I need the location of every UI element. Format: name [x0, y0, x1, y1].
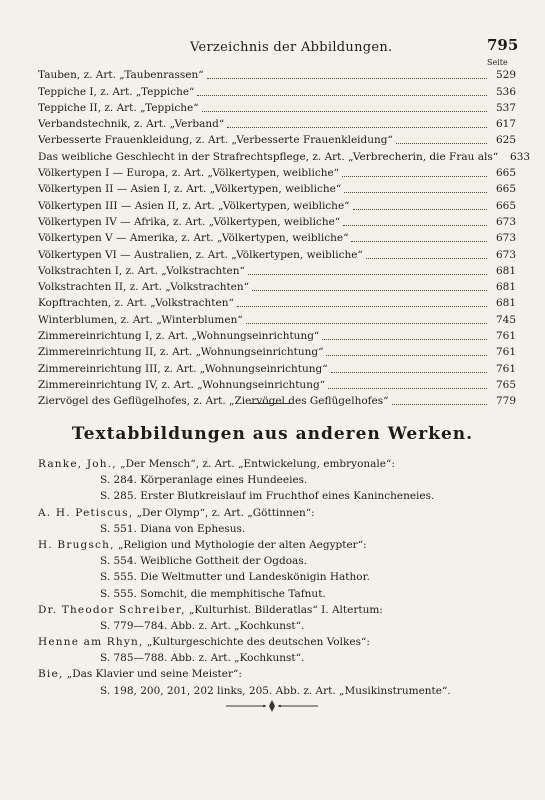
- leader-dots: [366, 257, 487, 259]
- source-work-heading: [38, 456, 508, 472]
- plate-entry: [38, 196, 516, 212]
- plate-page-number: 537: [495, 101, 516, 114]
- figure-reference: [38, 569, 508, 585]
- plate-title: Zimmereinrichtung I, z. Art. „Wohnungseinrichtung“: [38, 330, 320, 343]
- author-name: A. H. Petiscus,: [38, 506, 134, 519]
- running-head: Verzeichnis der Abbildungen.: [190, 40, 393, 55]
- work-text: S. 551. Diana von Ephesus.: [100, 522, 246, 535]
- work-text: S. 785—788. Abb. z. Art. „Kochkunst“.: [100, 652, 305, 665]
- author-name: Ranke, Joh.,: [38, 458, 117, 470]
- plate-page-number: 673: [495, 215, 516, 228]
- plate-entry: [38, 99, 516, 115]
- plate-title: Verbandstechnik, z. Art. „Verband“: [38, 118, 225, 131]
- plate-page-number: 761: [495, 362, 516, 375]
- leader-dots: [246, 322, 487, 324]
- figure-reference: [38, 650, 508, 666]
- plate-entry: [38, 376, 516, 392]
- plate-entry: [38, 327, 516, 343]
- work-text: „Religion und Mythologie der alten Aegypter“:: [114, 538, 367, 551]
- plate-title: Zimmereinrichtung IV, z. Art. „Wohnungseinrichtung“: [38, 378, 326, 391]
- plate-page-number: 617: [495, 118, 516, 131]
- column-label-seite: Seite: [487, 58, 508, 67]
- plate-entry: [38, 164, 516, 180]
- plate-title: Tauben, z. Art. „Taubenrassen“: [38, 69, 204, 82]
- plate-entry: [38, 359, 516, 375]
- plate-title: Völkertypen IV — Afrika, z. Art. „Völkertypen, weibliche“: [38, 215, 341, 228]
- plate-entry: [38, 310, 516, 326]
- plate-entry: [38, 392, 516, 408]
- figure-reference: [38, 683, 508, 699]
- leader-dots: [353, 208, 487, 210]
- plate-title: Ziervögel des Geflügelhofes, z. Art. „Ziervögel des Geflügelhofes“: [38, 395, 389, 408]
- leader-dots: [227, 126, 487, 128]
- plate-title: Völkertypen VI — Australien, z. Art. „Völkertypen, weibliche“: [38, 248, 363, 261]
- plate-page-number: 625: [495, 134, 516, 147]
- plate-title: Das weibliche Geschlecht in der Strafrechtspflege, z. Art. „Verbrecherin, die Frau als“: [38, 150, 499, 163]
- work-text: S. 779—784. Abb. z. Art. „Kochkunst“.: [100, 619, 305, 632]
- plate-title: Volkstrachten I, z. Art. „Volkstrachten“: [38, 264, 245, 277]
- plate-page-number: 529: [495, 69, 516, 82]
- leader-dots: [322, 338, 487, 340]
- leader-dots: [237, 305, 487, 307]
- leader-dots: [197, 94, 487, 96]
- work-text: S. 555. Die Weltmutter und Landeskönigin Hathor.: [100, 571, 370, 584]
- plate-title: Kopftrachten, z. Art. „Volkstrachten“: [38, 297, 234, 310]
- leader-dots: [202, 110, 487, 112]
- leader-dots: [342, 175, 487, 177]
- figure-reference: [38, 472, 508, 488]
- plate-entry: [38, 82, 516, 98]
- plate-page-number: 765: [495, 378, 516, 391]
- leader-dots: [248, 273, 487, 275]
- source-work-heading: [38, 505, 508, 521]
- source-work-heading: [38, 602, 508, 618]
- section-divider: [250, 403, 292, 404]
- plate-page-number: 761: [495, 346, 516, 359]
- plate-title: Völkertypen II — Asien I, z. Art. „Völkertypen, weibliche“: [38, 183, 342, 196]
- plate-title: Völkertypen I — Europa, z. Art. „Völkertypen, weibliche“: [38, 167, 340, 180]
- plate-page-number: 665: [495, 199, 516, 212]
- figure-reference: [38, 553, 508, 569]
- plate-page-number: 536: [495, 85, 516, 98]
- plate-title: Teppiche II, z. Art. „Teppiche“: [38, 101, 199, 114]
- plate-title: Verbesserte Frauenkleidung, z. Art. „Verbesserte Frauenkleidung“: [38, 134, 393, 147]
- plate-page-number: 745: [495, 313, 516, 326]
- plate-page-number: 681: [495, 297, 516, 310]
- leader-dots: [344, 191, 487, 193]
- work-text: „Kulturhist. Bilderatlas“ I. Altertum:: [185, 603, 383, 616]
- figure-reference: [38, 521, 508, 537]
- plate-entry: [38, 262, 516, 278]
- leader-dots: [343, 224, 487, 226]
- work-text: „Der Mensch“, z. Art. „Entwickelung, embryonale“:: [116, 458, 395, 470]
- leader-dots: [331, 371, 487, 373]
- plate-entry: [38, 66, 516, 82]
- plate-title: Zimmereinrichtung II, z. Art. „Wohnungseinrichtung“: [38, 346, 324, 359]
- plate-page-number: 665: [495, 183, 516, 196]
- source-work-heading: [38, 634, 508, 650]
- source-work-heading: [38, 666, 508, 682]
- plate-entry: [38, 115, 516, 131]
- work-text: „Das Klavier und seine Meister“:: [63, 668, 242, 681]
- plate-entry: [38, 245, 516, 261]
- plate-page-number: 761: [495, 330, 516, 343]
- works-list: [38, 456, 508, 699]
- author-name: Dr. Theodor Schreiber,: [38, 603, 186, 616]
- leader-dots: [392, 403, 487, 405]
- plate-entry: [38, 180, 516, 196]
- plate-title: Völkertypen V — Amerika, z. Art. „Völkertypen, weibliche“: [38, 232, 349, 245]
- plate-title: Zimmereinrichtung III, z. Art. „Wohnungseinrichtung“: [38, 362, 328, 375]
- leader-dots: [207, 77, 487, 79]
- plate-page-number: 633: [510, 150, 531, 163]
- plates-list: [38, 66, 531, 408]
- work-text: S. 555. Somchit, die memphitische Tafnut.: [100, 587, 326, 600]
- plate-page-number: 673: [495, 232, 516, 245]
- work-text: „Der Olymp“, z. Art. „Göttinnen“:: [133, 506, 315, 519]
- work-text: S. 285. Erster Blutkreislauf im Fruchthof eines Kanincheneies.: [100, 490, 435, 503]
- plate-title: Völkertypen III — Asien II, z. Art. „Völkertypen, weibliche“: [38, 199, 350, 212]
- plate-entry: [38, 147, 531, 163]
- figure-reference: [38, 618, 508, 634]
- leader-dots: [351, 240, 487, 242]
- ornament-icon: [226, 699, 318, 713]
- page-number: 795: [487, 36, 519, 54]
- plate-page-number: 665: [495, 167, 516, 180]
- work-text: „Kulturgeschichte des deutschen Volkes“:: [143, 636, 370, 649]
- author-name: H. Brugsch,: [38, 538, 115, 551]
- plate-page-number: 673: [495, 248, 516, 261]
- plate-entry: [38, 343, 516, 359]
- source-work-heading: [38, 537, 508, 553]
- plate-title: Volkstrachten II, z. Art. „Volkstrachten“: [38, 281, 250, 294]
- plate-entry: [38, 131, 516, 147]
- leader-dots: [326, 354, 487, 356]
- leader-dots: [396, 142, 487, 144]
- author-name: Bie,: [38, 668, 64, 681]
- figure-reference: [38, 488, 508, 504]
- plate-title: Teppiche I, z. Art. „Teppiche“: [38, 85, 195, 98]
- plate-title: Winterblumen, z. Art. „Winterblumen“: [38, 313, 243, 326]
- plate-entry: [38, 229, 516, 245]
- author-name: Henne am Rhyn,: [38, 636, 144, 649]
- plate-page-number: 779: [495, 395, 516, 408]
- plate-page-number: 681: [495, 281, 516, 294]
- leader-dots: [252, 289, 487, 291]
- plate-page-number: 681: [495, 264, 516, 277]
- plate-entry: [38, 213, 516, 229]
- work-text: S. 554. Weibliche Gottheit der Ogdoas.: [100, 555, 308, 568]
- work-text: S. 284. Körperanlage eines Hundeeies.: [100, 474, 308, 487]
- figure-reference: [38, 586, 508, 602]
- section-title: Textabbildungen aus anderen Werken.: [71, 424, 474, 444]
- plate-entry: [38, 278, 516, 294]
- plate-entry: [38, 294, 516, 310]
- work-text: S. 198, 200, 201, 202 links, 205. Abb. z. Art. „Musikinstrumente“.: [100, 684, 451, 697]
- leader-dots: [328, 387, 487, 389]
